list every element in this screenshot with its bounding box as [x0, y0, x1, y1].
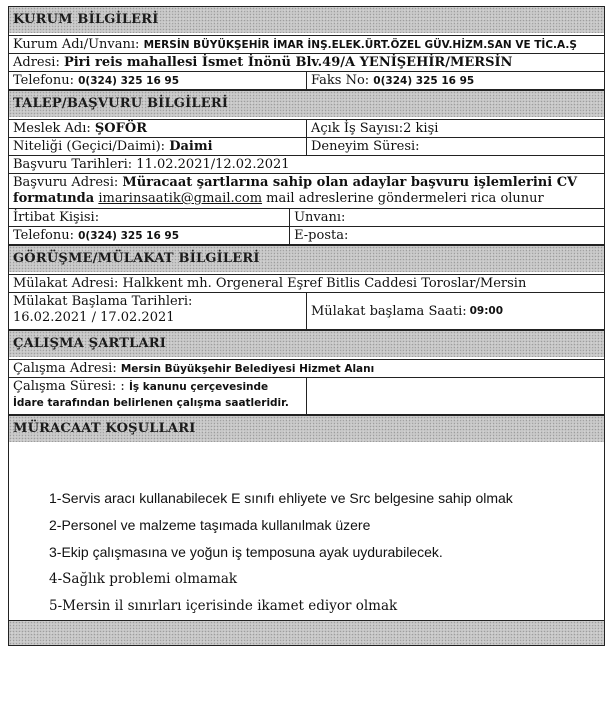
mulakat-adres-row [8, 274, 605, 293]
nitelik-value: Daimi [169, 139, 213, 154]
section-title-talep: TALEP/BAŞVURU BİLGİLERİ [13, 96, 229, 111]
irtibat-eposta: E-posta: [294, 228, 349, 243]
basvuru-email-link[interactable]: imarinsaatik@gmail.com [98, 191, 263, 206]
mulakat-saat-label: Mülakat başlama Saati: [311, 303, 467, 319]
kurum-phone-row [8, 72, 605, 90]
basvuru-tarihleri: Başvuru Tarihleri: 11.02.2021/12.02.2021 [13, 157, 290, 172]
basvuru-adres-label: Başvuru Adresi: [13, 175, 123, 190]
irtibat-row [8, 209, 605, 227]
section-header-kurum [8, 6, 605, 33]
section-title-kurum: KURUM BİLGİLERİ [13, 12, 159, 27]
condition-item: 5-Mersin il sınırları içerisinde ikamet ediyor olmak [49, 598, 398, 614]
irtibat-kisisi: İrtibat Kişisi: [13, 210, 100, 225]
kurum-phone-label: Telefonu: [13, 73, 79, 88]
mulakat-saat-value: 09:00 [469, 305, 504, 317]
kurum-name-row [8, 35, 605, 54]
condition-item: 2-Personel ve malzeme taşımada kullanılmak üzere [49, 517, 371, 533]
nitelik-label: Niteliği (Geçici/Daimi): [13, 139, 170, 154]
kurum-phone-value: 0(324) 325 16 95 [78, 75, 180, 87]
section-title-mulakat: GÖRÜŞME/MÜLAKAT BİLGİLERİ [13, 251, 260, 266]
section-title-calisma: ÇALIŞMA ŞARTLARI [13, 336, 167, 351]
kurum-address-row [8, 54, 605, 72]
calisma-adres-label: Çalışma Adresi: [13, 361, 121, 376]
meslek-value: ŞOFÖR [94, 121, 147, 136]
kurum-name-label: Kurum Adı/Unvanı: [13, 37, 144, 52]
nitelik-row [8, 138, 605, 156]
condition-item: 3-Ekip çalışmasına ve yoğun iş temposuna ayak uydurabilecek. [49, 544, 443, 560]
condition-item: 1-Servis aracı kullanabilecek E sınıfı ehliyete ve Src belgesine sahip olmak [49, 490, 513, 506]
calisma-adres-row [8, 359, 605, 378]
calisma-adres-value: Mersin Büyükşehir Belediyesi Hizmet Alanı [120, 363, 375, 375]
kurum-address-value: Piri reis mahallesi İsmet İnönü Blv.49/A YENİŞEHİR/MERSİN [63, 55, 513, 70]
mulakat-adres: Mülakat Adresi: Halkkent mh. Orgeneral Eşref Bitlis Caddesi Toroslar/Mersin [13, 276, 527, 291]
section-header-mulakat [8, 245, 605, 272]
basvuru-adres-rest: mail adreslerine göndermeleri rica olunur [262, 191, 544, 206]
section-title-muracaat: MÜRACAAT KOŞULLARI [13, 421, 196, 436]
basvuru-adres-bold: Müracaat şartlarına sahip olan adaylar başvuru işlemlerini CV formatında [13, 175, 578, 206]
kurum-fax-label: Faks No: [311, 73, 374, 88]
basvuru-tarih-row [8, 156, 605, 174]
irtibat-tel-row [8, 227, 605, 245]
mulakat-tarih-value: 16.02.2021 / 17.02.2021 [13, 310, 175, 325]
section-header-calisma [8, 330, 605, 357]
muracaat-conditions [8, 442, 605, 621]
irtibat-tel-label: Telefonu: [13, 228, 79, 243]
meslek-label: Meslek Adı: [13, 121, 95, 136]
section-header-talep [8, 90, 605, 117]
calisma-sure-value: İş kanunu çerçevesinde İdare tarafından belirlenen çalışma saatleridir. [13, 381, 289, 409]
acik-is-sayisi: Açık İş Sayısı:2 kişi [311, 121, 439, 136]
irtibat-tel-value: 0(324) 325 16 95 [78, 230, 180, 242]
deneyim-suresi: Deneyim Süresi: [311, 139, 420, 154]
job-posting-form [8, 6, 605, 646]
calisma-sure-row [8, 378, 605, 415]
footer-shaded-bar [8, 621, 605, 646]
section-header-muracaat [8, 415, 605, 442]
condition-item: 4-Sağlık problemi olmamak [49, 571, 238, 587]
kurum-name-value: MERSİN BÜYÜKŞEHİR İMAR İNŞ.ELEK.ÜRT.ÖZEL GÜV.HİZM.SAN VE TİC.A.Ş [143, 39, 577, 51]
mulakat-tarih-row [8, 293, 605, 330]
irtibat-unvan: Unvanı: [294, 210, 346, 225]
basvuru-adres-row [8, 174, 605, 209]
calisma-sure-label: Çalışma Süresi: : [13, 379, 129, 394]
meslek-row [8, 119, 605, 138]
kurum-address-label: Adresi: [13, 55, 64, 70]
kurum-fax-value: 0(324) 325 16 95 [373, 75, 475, 87]
mulakat-tarih-label: Mülakat Başlama Tarihleri: [13, 294, 193, 309]
